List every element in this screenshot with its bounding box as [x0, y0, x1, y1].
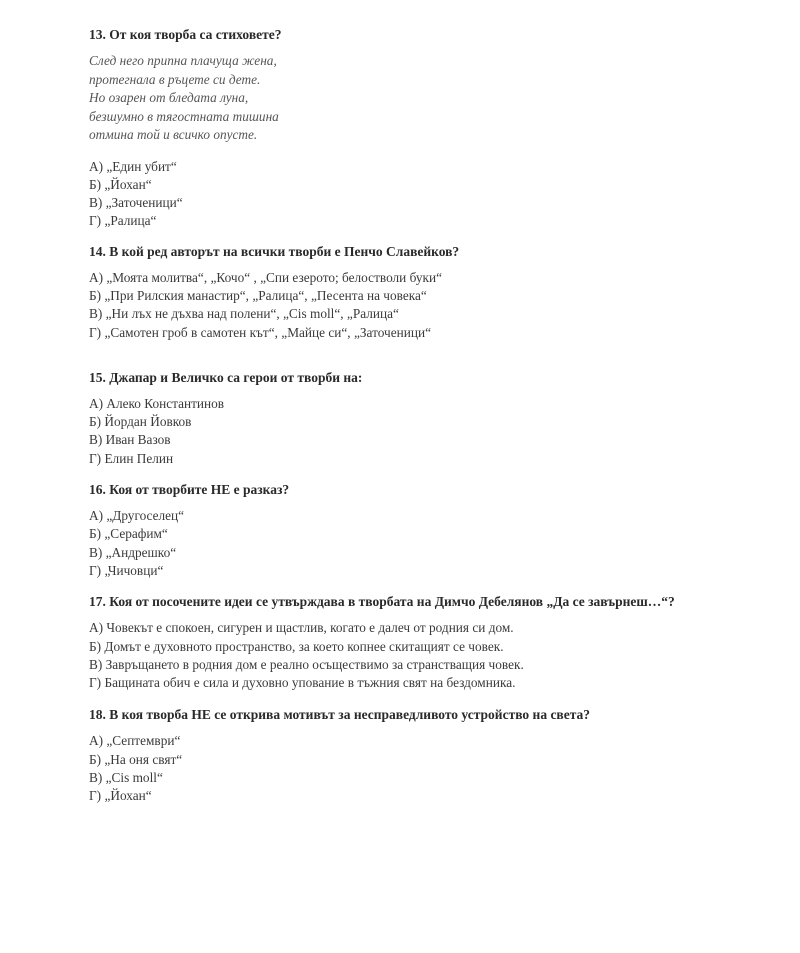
answer-option-b: Б) Домът е духовното пространство, за което копнее скитащият се човек.: [89, 638, 504, 654]
answer-option-a: А) Алеко Константинов: [89, 395, 225, 411]
answer-option-d: Г) „Йохан“: [89, 788, 152, 804]
answer-option-a: А) „Септември“: [89, 733, 181, 749]
answer-option-d: Г) „Чичовци“: [89, 562, 164, 578]
answer-option-c: В) „Ни лъх не дъхва над полени“, „Cis moll“, „Ралица“: [89, 306, 399, 322]
answer-option-b: Б) „На оня свят“: [89, 751, 183, 767]
question-title: 17. Коя от посочените идеи се утвърждава в творбата на Димчо Дебелянов „Да се завърнеш…“?: [89, 594, 675, 610]
question-14: [89, 243, 705, 342]
question-15: [89, 369, 705, 468]
answer-option-d: Г) „Самотен гроб в самотен кът“, „Майце си“, „Заточеници“: [89, 324, 431, 340]
question-13: [89, 26, 705, 231]
answer-option-d: Г) Елин Пелин: [89, 450, 174, 466]
poem-line: безшумно в тягостната тишина: [89, 108, 279, 124]
answer-option-a: А) „Другоселец“: [89, 508, 185, 524]
answer-option-c: В) „Cis moll“: [89, 770, 163, 786]
answer-option-c: В) „Андрешко“: [89, 544, 177, 560]
question-title: 15. Джапар и Величко са герои от творби на:: [89, 369, 363, 385]
document-page: [89, 26, 705, 806]
question-18: [89, 706, 705, 805]
poem-line: След него припна плачуща жена,: [89, 53, 277, 68]
poem-line: протегнала в ръцете си дете.: [89, 71, 261, 87]
answer-option-c: В) Иван Вазов: [89, 432, 171, 448]
question-title: 13. От коя творба са стиховете?: [89, 27, 282, 42]
question-16: [89, 481, 705, 580]
answer-option-b: Б) „При Рилския манастир“, „Ралица“, „Песента на човека“: [89, 287, 427, 303]
poem-line: отмина той и всичко опусте.: [89, 127, 258, 142]
answer-option-b: Б) „Серафим“: [89, 526, 168, 542]
answer-option-b: Б) „Йохан“: [89, 176, 152, 192]
answer-option-c: В) „Заточеници“: [89, 195, 183, 211]
poem-excerpt: [89, 52, 705, 145]
answer-option-b: Б) Йордан Йовков: [89, 414, 192, 430]
question-title: 18. В коя творба НЕ се открива мотивът за несправедливото устройство на света?: [89, 707, 591, 723]
poem-line: Но озарен от бледата луна,: [89, 90, 249, 105]
answer-option-d: Г) „Ралица“: [89, 213, 157, 229]
question-title: 16. Коя от творбите НЕ е разказ?: [89, 482, 290, 498]
answer-option-c: В) Завръщането в родния дом е реално осъществимо за странстващия човек.: [89, 656, 524, 672]
answer-option-a: А) Човекът е спокоен, сигурен и щастлив, когато е далеч от родния си дом.: [89, 620, 514, 636]
answer-option-d: Г) Бащината обич е сила и духовно упование в тъжния свят на бездомника.: [89, 675, 516, 691]
question-title: 14. В кой ред авторът на всички творби е Пенчо Славейков?: [89, 243, 460, 259]
question-17: [89, 593, 705, 692]
answer-option-a: А) „Един убит“: [89, 158, 177, 174]
answer-option-a: А) „Моята молитва“, „Кочо“ , „Спи езерото; белостволи буки“: [89, 269, 442, 285]
